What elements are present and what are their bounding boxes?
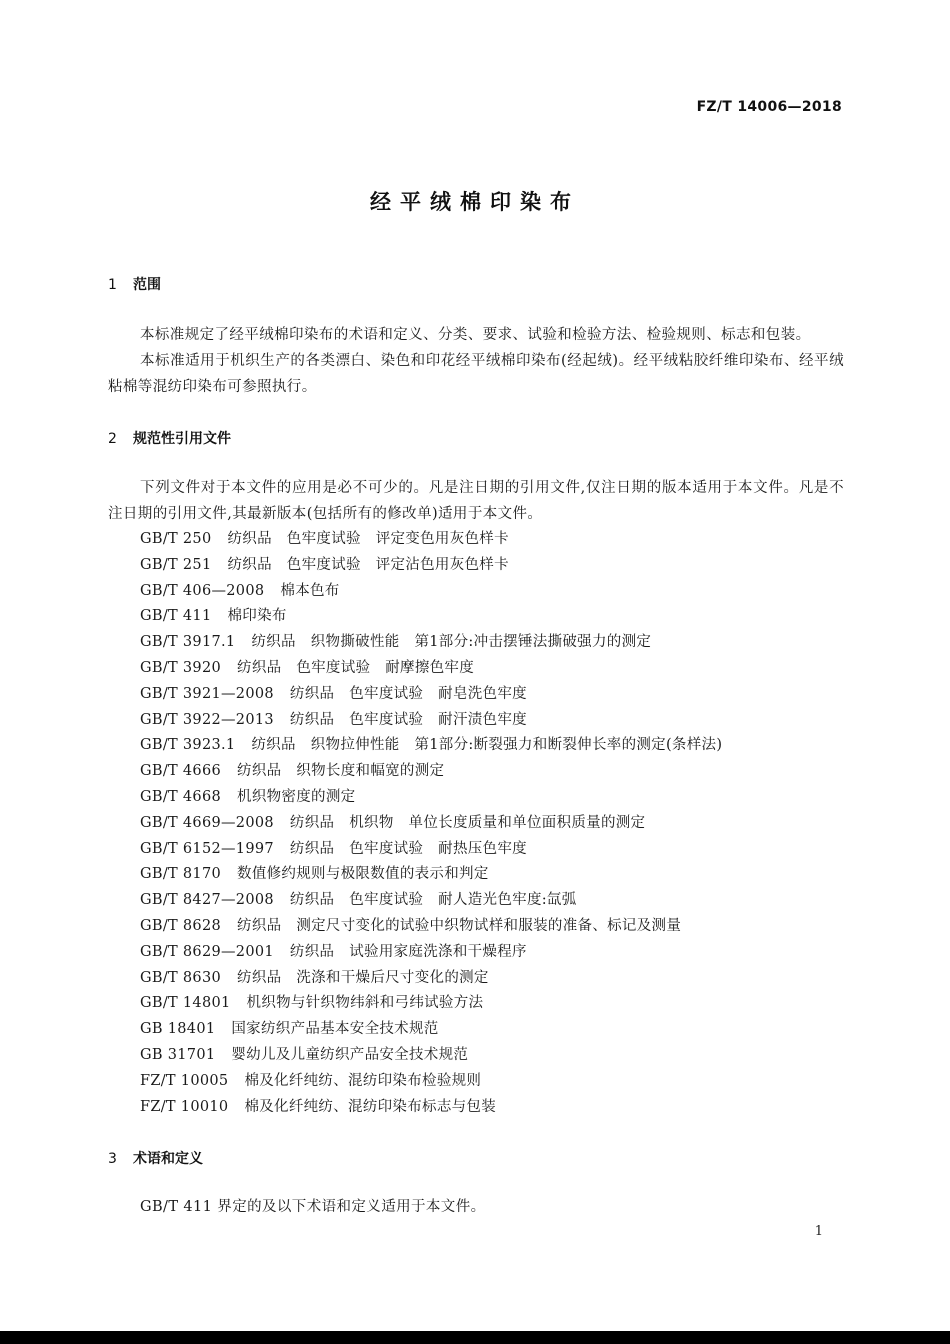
section-1-heading — [108, 274, 161, 294]
bottom-edge-bar — [0, 1331, 950, 1344]
reference-title: 机织物与针织物纬斜和弓纬试验方法 — [246, 995, 484, 1012]
reference-title: 纺织品 洗涤和干燥后尺寸变化的测定 — [237, 969, 489, 986]
reference-title: 棉本色布 — [280, 582, 340, 599]
reference-title: 纺织品 色牢度试验 评定变色用灰色样卡 — [227, 531, 509, 547]
reference-item — [140, 785, 722, 811]
reference-code: GB/T 8170 — [140, 866, 222, 883]
reference-title: 纺织品 机织物 单位长度质量和单位面积质量的测定 — [289, 814, 646, 831]
reference-code: GB/T 8629—2001 — [140, 943, 274, 960]
reference-title: 纺织品 织物撕破性能 第1部分:冲击摆锤法撕破强力的测定 — [251, 634, 652, 651]
section-1-title: 范围 — [133, 277, 161, 293]
terms-paragraph: GB/T 411 界定的及以下术语和定义适用于本文件。 — [140, 1199, 486, 1215]
reference-item — [140, 759, 722, 785]
reference-code: GB/T 14801 — [140, 995, 231, 1012]
reference-code: GB 18401 — [140, 1021, 216, 1038]
reference-item — [140, 940, 722, 966]
reference-title: 纺织品 色牢度试验 耐热压色牢度 — [289, 840, 527, 857]
reference-item — [140, 991, 722, 1017]
reference-title: 纺织品 色牢度试验 评定沾色用灰色样卡 — [227, 556, 509, 573]
reference-title: 纺织品 织物拉伸性能 第1部分:断裂强力和断裂伸长率的测定(条样法) — [251, 737, 723, 754]
reference-item — [140, 553, 722, 579]
reference-code: GB/T 3921—2008 — [140, 685, 274, 702]
reference-title: 纺织品 织物长度和幅宽的测定 — [237, 763, 445, 780]
section-2-heading — [108, 428, 231, 448]
reference-item — [140, 1069, 722, 1095]
reference-item — [140, 579, 722, 605]
section-1-number: 1 — [108, 277, 117, 293]
reference-code: GB/T 406—2008 — [140, 582, 265, 599]
reference-code: GB/T 250 — [140, 531, 212, 547]
reference-code: GB/T 411 — [140, 608, 212, 625]
document-title: 经平绒棉印染布 — [370, 190, 580, 214]
reference-item — [140, 1043, 722, 1069]
reference-item — [140, 733, 722, 759]
reference-item — [140, 708, 722, 734]
reference-title: 纺织品 色牢度试验 耐人造光色牢度:氙弧 — [289, 892, 577, 909]
reference-title: 棉印染布 — [227, 608, 287, 625]
reference-title: 棉及化纤纯纺、混纺印染布检验规则 — [244, 1072, 482, 1089]
reference-code: GB/T 8630 — [140, 969, 222, 986]
reference-code: GB 31701 — [140, 1046, 216, 1063]
reference-title: 纺织品 色牢度试验 耐摩擦色牢度 — [237, 659, 475, 676]
reference-code: FZ/T 10005 — [140, 1072, 229, 1089]
reference-title: 机织物密度的测定 — [237, 788, 356, 805]
section-3-number: 3 — [108, 1151, 117, 1167]
reference-list — [140, 527, 722, 1120]
scope-paragraph-1: 本标准规定了经平绒棉印染布的术语和定义、分类、要求、试验和检验方法、检验规则、标志和包装。 — [140, 327, 811, 343]
section-2-number: 2 — [108, 431, 117, 447]
reference-code: GB/T 6152—1997 — [140, 840, 274, 857]
scope-paragraph-2: 本标准适用于机织生产的各类漂白、染色和印花经平绒棉印染布(经起绒)。经平绒粘胶纤维印染布、经平绒粘棉等混纺印染布可参照执行。 — [108, 353, 844, 395]
section-3-title: 术语和定义 — [133, 1151, 203, 1167]
reference-item — [140, 914, 722, 940]
reference-title: 纺织品 测定尺寸变化的试验中织物试样和服装的准备、标记及测量 — [237, 917, 682, 934]
reference-code: FZ/T 10010 — [140, 1098, 229, 1115]
reference-title: 婴幼儿及儿童纺织产品安全技术规范 — [231, 1046, 469, 1063]
reference-code: GB/T 3920 — [140, 659, 222, 676]
reference-title: 纺织品 色牢度试验 耐皂洗色牢度 — [289, 685, 527, 702]
reference-title: 国家纺织产品基本安全技术规范 — [231, 1021, 439, 1038]
reference-code: GB/T 4669—2008 — [140, 814, 274, 831]
reference-item — [140, 1095, 722, 1121]
reference-code: GB/T 4666 — [140, 763, 222, 780]
reference-code: GB/T 4668 — [140, 788, 222, 805]
section-3-heading — [108, 1148, 203, 1168]
reference-title: 棉及化纤纯纺、混纺印染布标志与包装 — [244, 1098, 497, 1115]
reference-code: GB/T 3922—2013 — [140, 711, 274, 728]
reference-code: GB/T 3917.1 — [140, 634, 236, 651]
standard-code: FZ/T 14006—2018 — [696, 99, 842, 115]
references-intro: 下列文件对于本文件的应用是必不可少的。凡是注日期的引用文件,仅注日期的版本适用于本文件。凡是不注日期的引用文件,其最新版本(包括所有的修改单)适用于本文件。 — [108, 480, 844, 522]
section-2-title: 规范性引用文件 — [133, 431, 231, 447]
reference-code: GB/T 251 — [140, 556, 212, 573]
reference-item — [140, 888, 722, 914]
reference-item — [140, 656, 722, 682]
reference-code: GB/T 3923.1 — [140, 737, 236, 754]
reference-item — [140, 966, 722, 992]
reference-item — [140, 1017, 722, 1043]
reference-title: 纺织品 色牢度试验 耐汗渍色牢度 — [289, 711, 527, 728]
page-number: 1 — [814, 1224, 823, 1239]
reference-title: 数值修约规则与极限数值的表示和判定 — [237, 866, 489, 883]
reference-code: GB/T 8427—2008 — [140, 892, 274, 909]
reference-title: 纺织品 试验用家庭洗涤和干燥程序 — [289, 943, 527, 960]
reference-item — [140, 604, 722, 630]
reference-item — [140, 682, 722, 708]
reference-item — [140, 811, 722, 837]
reference-item — [140, 527, 722, 553]
reference-item — [140, 862, 722, 888]
reference-item — [140, 837, 722, 863]
reference-item — [140, 630, 722, 656]
reference-code: GB/T 8628 — [140, 917, 222, 934]
